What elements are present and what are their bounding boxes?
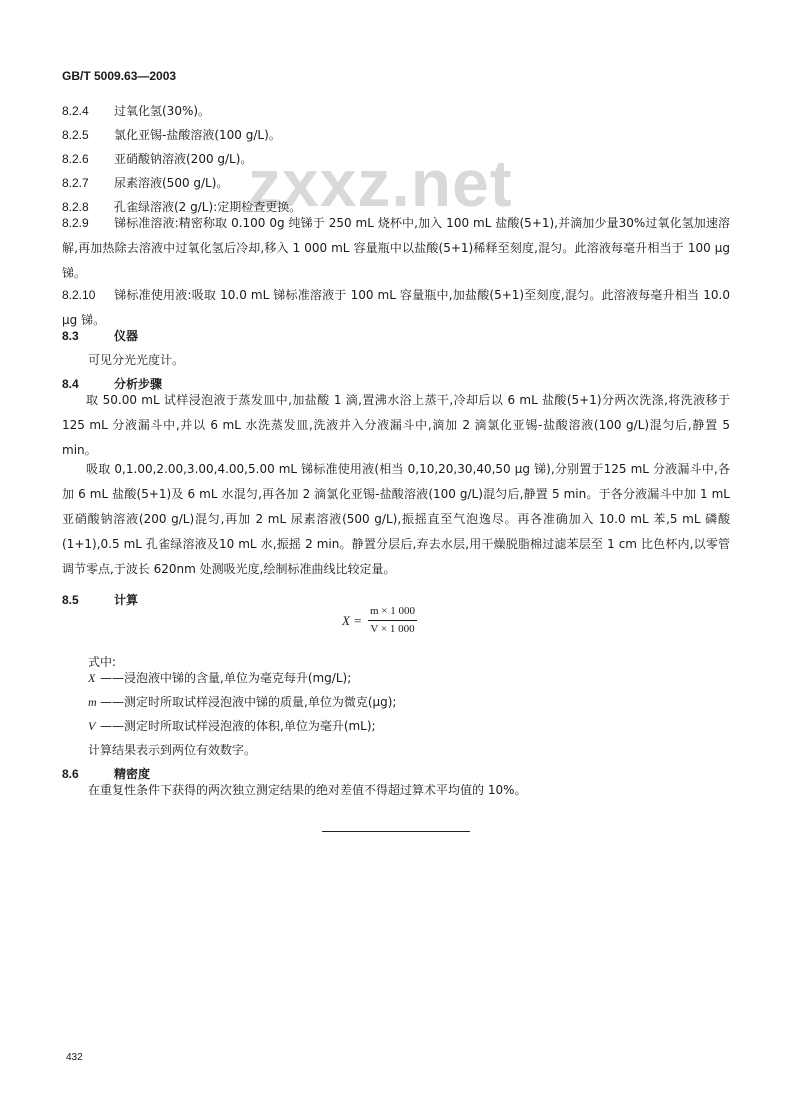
section-heading: [62, 592, 138, 608]
result-note: 计算结果表示到两位有效数字。: [88, 743, 257, 757]
section-title: 分析步骤: [114, 377, 163, 391]
procedure-paragraph-2: 吸取 0,1.00,2.00,3.00,4.00,5.00 mL 锑标准使用液(相当 0,10,20,30,40,50 μg 锑),分别置于125 mL 分液漏斗中,各加 6 mL 盐酸(5+1)及 6 mL 水混匀,再各加 2 滴氯化亚锡-盐酸溶液(100 g/L)混匀后,静置 5 min。于各分液漏斗中加 1 mL 亚硝酸钠溶液(200 g/L)混匀,再加 2 mL 尿素溶液(500 g/L),振摇直至气泡逸尽。再各准确加入 10.0 mL 苯,5 mL 磷酸(1+1),0.5 mL 孔雀绿溶液及10 mL 水,振摇 2 min。静置分层后,弃去水层,用干燥脱脂棉过滤苯层至 1 cm 比色杯内,以零管调节零点,于波长 620nm 处测吸光度,绘制标准曲线比较定量。: [62, 462, 730, 576]
standard-code: GB/T 5009.63—2003: [62, 69, 177, 83]
formula-denominator: V × 1 000: [370, 623, 415, 635]
item-text: 氯化亚锡-盐酸溶液(100 g/L)。: [114, 128, 281, 142]
section-title: 计算: [114, 593, 139, 607]
section-number: 8.5: [62, 593, 79, 607]
procedure-paragraph-1: 取 50.00 mL 试样浸泡液于蒸发皿中,加盐酸 1 滴,置沸水浴上蒸干,冷却后以 6 mL 盐酸(5+1)分两次洗涤,将洗液移于 125 mL 分液漏斗中,并以 6 mL 水洗蒸发皿,洗液并入分液漏斗中,滴加 2 滴氯化亚锡-盐酸溶液(100 g/L)混匀后,静置 5 min。: [62, 393, 730, 457]
reagent-item: [62, 103, 210, 119]
item-text: 锑标准溶液:精密称取 0.100 0g 纯锑于 250 mL 烧杯中,加入 100 mL 盐酸(5+1),并滴加少量30%过氧化氢加速溶解,再加热除去溶液中过氧化氢后冷却,移入 1 000 mL 容量瓶中以盐酸(5+1)稀释至刻度,混匀。此溶液每毫升相当于 100 μg 锑。: [62, 216, 730, 280]
definition-v: [88, 718, 376, 734]
watermark: zxxz.net: [248, 146, 513, 220]
item-number: 8.2.10: [62, 288, 96, 302]
formula: [342, 604, 417, 637]
formula-numerator: m × 1 000: [368, 604, 417, 621]
section-title: 精密度: [114, 767, 151, 781]
section-title: 仪器: [114, 329, 139, 343]
reagent-item: [62, 127, 281, 143]
item-number: 8.2.7: [62, 176, 89, 190]
definition-text: ——浸泡液中锑的含量,单位为毫克每升(mg/L);: [100, 671, 352, 685]
formula-lhs: X =: [342, 612, 362, 628]
formula-fraction: [368, 604, 417, 637]
item-number: 8.2.6: [62, 152, 89, 166]
definition-text: ——测定时所取试样浸泡液的体积,单位为毫升(mL);: [100, 719, 376, 733]
item-text: 亚硝酸钠溶液(200 g/L)。: [114, 152, 253, 166]
reagent-item: [62, 151, 252, 167]
symbol: X: [88, 671, 96, 685]
definition-text: ——测定时所取试样浸泡液中锑的质量,单位为微克(μg);: [100, 695, 397, 709]
reagent-item: [62, 175, 228, 191]
item-number: 8.2.5: [62, 128, 89, 142]
item-number: 8.2.9: [62, 216, 89, 230]
section-heading: [62, 328, 138, 344]
item-8-2-10: [62, 283, 730, 333]
item-text: 尿素溶液(500 g/L)。: [114, 176, 229, 190]
section-number: 8.6: [62, 767, 79, 781]
item-text: 锑标准使用液:吸取 10.0 mL 锑标准溶液于 100 mL 容量瓶中,加盐酸(5+1)至刻度,混匀。此溶液每毫升相当 10.0 μg 锑。: [62, 288, 730, 327]
precision-text: 在重复性条件下获得的两次独立测定结果的绝对差值不得超过算术平均值的 10%。: [88, 783, 527, 797]
item-number: 8.2.4: [62, 104, 89, 118]
item-text: 过氧化氢(30%)。: [114, 104, 211, 118]
section-number: 8.4: [62, 377, 79, 391]
item-text: 孔雀绿溶液(2 g/L):定期检查更换。: [114, 200, 302, 214]
where-label: 式中:: [88, 655, 117, 669]
instrument-text: 可见分光光度计。: [88, 353, 185, 367]
item-number: 8.2.8: [62, 200, 89, 214]
definition-m: [88, 694, 396, 710]
symbol: V: [88, 719, 96, 733]
symbol: m: [88, 695, 97, 709]
section-number: 8.3: [62, 329, 79, 343]
item-8-2-9: [62, 211, 730, 286]
definition-x: [88, 670, 351, 686]
page-number: 432: [66, 1052, 83, 1063]
section-heading: [62, 766, 150, 782]
end-rule: [322, 831, 470, 832]
